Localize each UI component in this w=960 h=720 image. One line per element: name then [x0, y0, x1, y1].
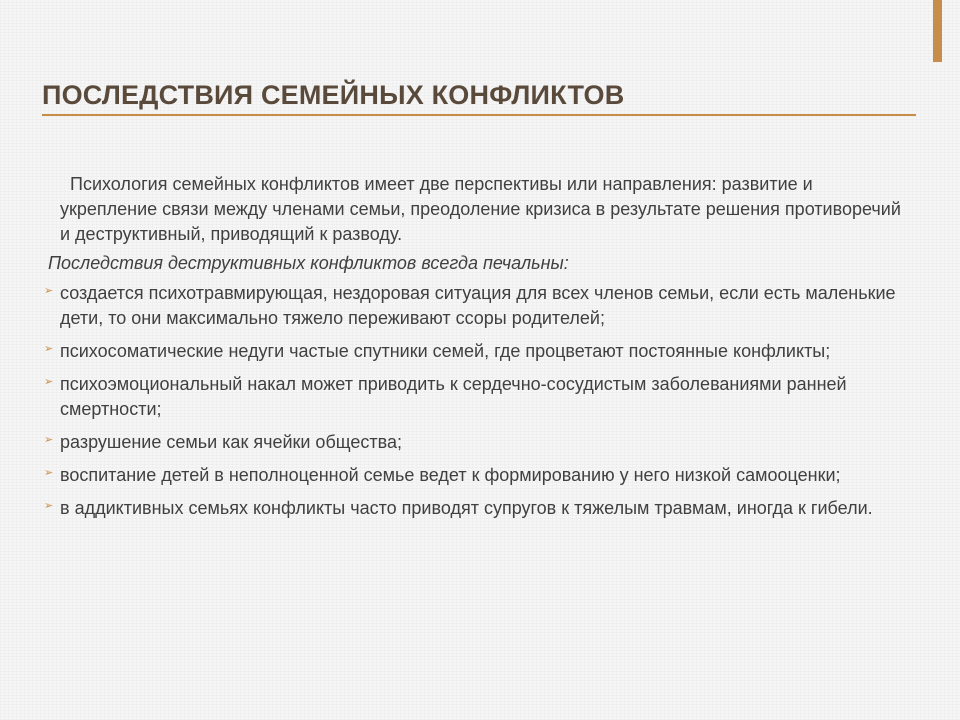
corner-accent-bar	[933, 0, 942, 62]
title-underline	[42, 114, 916, 116]
list-item	[44, 372, 904, 422]
arrow-bullet-icon: ➢	[44, 434, 54, 446]
arrow-bullet-icon: ➢	[44, 500, 54, 512]
list-item	[44, 339, 904, 364]
arrow-bullet-icon: ➢	[44, 376, 54, 388]
consequences-heading: Последствия деструктивных конфликтов всегда печальны:	[48, 253, 569, 273]
list-item-text: в аддиктивных семьях конфликты часто приводят супругов к тяжелым травмам, иногда к гибели.	[60, 498, 873, 518]
arrow-bullet-icon: ➢	[44, 467, 54, 479]
consequences-list	[44, 281, 904, 521]
arrow-bullet-icon: ➢	[44, 343, 54, 355]
list-item	[44, 430, 904, 455]
arrow-bullet-icon: ➢	[44, 285, 54, 297]
list-item-text: разрушение семьи как ячейки общества;	[60, 432, 402, 452]
slide-title: ПОСЛЕДСТВИЯ СЕМЕЙНЫХ КОНФЛИКТОВ	[42, 80, 625, 110]
slide-body	[44, 172, 904, 529]
list-item	[44, 463, 904, 488]
intro-paragraph: Психология семейных конфликтов имеет две перспективы или направления: развитие и укрепление связи между членами семьи, преодоление кризиса в результате решения противоречий и деструктивный, приводящий к разводу.	[60, 174, 901, 244]
list-item	[44, 281, 904, 331]
list-item	[44, 496, 904, 521]
list-item-text: психоэмоциональный накал может приводить к сердечно-сосудистым заболеваниями ранней смертности;	[60, 374, 847, 419]
list-item-text: психосоматические недуги частые спутники семей, где процветают постоянные конфликты;	[60, 341, 831, 361]
list-item-text: воспитание детей в неполноценной семье ведет к формированию у него низкой самооценки;	[60, 465, 841, 485]
list-item-text: создается психотравмирующая, нездоровая ситуация для всех членов семьи, если есть маленькие дети, то они максимально тяжело переживают ссоры родителей;	[60, 283, 896, 328]
